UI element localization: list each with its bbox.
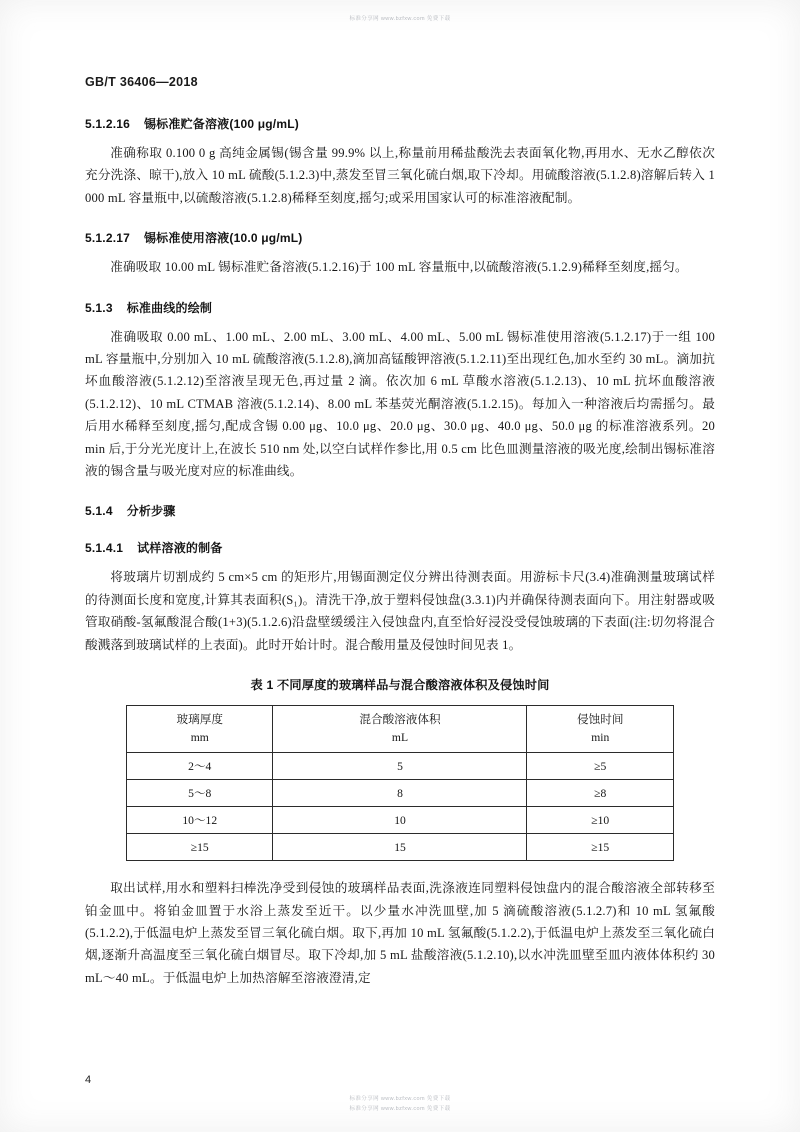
clause-number: 5.1.2.17 bbox=[85, 231, 130, 246]
clause-heading-5-1-3 bbox=[85, 299, 715, 316]
watermark-bottom-2: 标准分享网 www.bzfxw.com 免费下载 bbox=[349, 1106, 451, 1112]
paragraph-5-1-2-17: 准确吸取 10.00 mL 锡标准贮备溶液(5.1.2.16)于 100 mL 容量瓶中,以硫酸溶液(5.1.2.9)稀释至刻度,摇匀。 bbox=[110, 260, 688, 275]
clause-title: 试样溶液的制备 bbox=[137, 541, 223, 556]
table-cell: ≥10 bbox=[527, 807, 674, 834]
table-cell: 10～12 bbox=[127, 807, 273, 834]
table-cell: 5 bbox=[273, 753, 527, 780]
table-caption: 表 1 不同厚度的玻璃样品与混合酸溶液体积及侵蚀时间 bbox=[250, 678, 550, 693]
table-header-cell-thickness bbox=[127, 706, 273, 753]
header-name: 混合酸溶液体积 bbox=[359, 713, 441, 727]
table-header-cell-acid-volume bbox=[273, 706, 527, 753]
table-row bbox=[127, 780, 674, 807]
page-content bbox=[85, 75, 715, 996]
table-cell: 5～8 bbox=[127, 780, 273, 807]
table-body bbox=[127, 753, 674, 861]
clause-number: 5.1.2.16 bbox=[85, 117, 130, 131]
paragraph-5-1-3: 准确吸取 0.00 mL、1.00 mL、2.00 mL、3.00 mL、4.00 mL、5.00 mL 锡标准使用溶液(5.1.2.17)于一组 100 mL 容量瓶中,分别加入 10 mL 硫酸溶液(5.1.2.8),滴加高锰酸钾溶液(5.1.2.11)至出现红色,加水至约 30 mL。滴加抗坏血酸溶液(5.1.2.12)至溶液呈现无色,再过量 2 滴。依次加 6 mL 草酸水溶液(5.1.2.13)、10 mL 抗坏血酸溶液(5.1.2.12)、10 mL CTMAB 溶液(5.1.2.14)、8.00 mL 苯基荧光酮溶液(5.1.2.15)。每加入一种溶液后均需摇匀。最后用水稀释至刻度,摇匀,配成含锡 0.00 μg、10.0 μg、20.0 μg、30.0 μg、40.0 μg、50.0 μg 的标准溶液系列。20 min 后,于分光光度计上,在波长 510 nm 处,以空白试样作参比,用 0.5 cm 比色皿测量溶液的吸光度,绘制出锡标准溶液的锡含量与吸光度对应的标准曲线。 bbox=[85, 329, 715, 479]
clause-number: 5.1.4 bbox=[85, 504, 113, 519]
clause-title: 标准曲线的绘制 bbox=[126, 300, 213, 315]
table-cell: 15 bbox=[273, 834, 527, 861]
watermark-top: 标准分享网 www.bzfxw.com 免费下载 bbox=[349, 16, 451, 22]
table-row bbox=[127, 834, 674, 861]
table-header-cell-etch-time bbox=[527, 706, 674, 753]
header-name: 侵蚀时间 bbox=[577, 713, 624, 727]
watermark-bottom-1: 标准分享网 www.bzfxw.com 免费下载 bbox=[349, 1096, 451, 1102]
table-header bbox=[127, 706, 674, 753]
header-name: 玻璃厚度 bbox=[176, 713, 223, 727]
paragraph-5-1-2-16: 准确称取 0.100 0 g 高纯金属锡(锡含量 99.9% 以上,称量前用稀盐酸洗去表面氧化物,再用水、无水乙醇依次充分洗涤、晾干),放入 10 mL 硫酸(5.1.2.3)中,蒸发至冒三氧化硫白烟,取下冷却。用硫酸溶液(5.1.2.8)溶解后转入 1 000 mL 容量瓶中,以硫酸溶液(5.1.2.8)稀释至刻度,摇匀;或采用国家认可的标准溶液配制。 bbox=[85, 146, 715, 205]
table-1 bbox=[126, 705, 674, 861]
table-row bbox=[127, 753, 674, 780]
table-cell: ≥15 bbox=[127, 834, 273, 861]
table-cell: 10 bbox=[273, 807, 527, 834]
clause-number: 5.1.4.1 bbox=[85, 541, 124, 556]
table-row bbox=[127, 807, 674, 834]
clause-title: 锡标准使用溶液(10.0 μg/mL) bbox=[143, 231, 303, 246]
table-cell: ≥5 bbox=[527, 753, 674, 780]
header-unit: mm bbox=[190, 731, 209, 745]
table-header-row bbox=[127, 706, 674, 753]
clause-heading-5-1-2-16 bbox=[85, 115, 715, 132]
page-number: 4 bbox=[85, 1074, 92, 1086]
clause-heading-5-1-2-17 bbox=[85, 229, 715, 246]
table-cell: ≥8 bbox=[527, 780, 674, 807]
paragraph-after-table: 取出试样,用水和塑料扫棒洗净受到侵蚀的玻璃样品表面,洗涤液连同塑料侵蚀盘内的混合酸溶液全部转移至铂金皿中。将铂金皿置于水浴上蒸发至近干。以少量水冲洗皿壁,加 5 滴硫酸溶液(5.1.2.7)和 10 mL 氢氟酸(5.1.2.2),于低温电炉上蒸发至冒三氧化硫白烟。取下,再加 10 mL 氢氟酸(5.1.2.2),于低温电炉上蒸发至三氧化硫白烟,逐渐升高温度至三氧化硫白烟冒尽。取下冷却,加 5 mL 盐酸溶液(5.1.2.10),以水冲洗皿壁至皿内液体体积约 30 mL～40 mL。于低温电炉上加热溶解至溶液澄清,定 bbox=[85, 881, 715, 985]
table-cell: ≥15 bbox=[527, 834, 674, 861]
standard-number: GB/T 36406—2018 bbox=[85, 75, 198, 89]
header-unit: mL bbox=[391, 731, 409, 745]
clause-number: 5.1.3 bbox=[85, 300, 113, 315]
header-unit: min bbox=[591, 731, 610, 745]
clause-heading-5-1-4 bbox=[85, 502, 715, 519]
clause-title: 锡标准贮备溶液(100 μg/mL) bbox=[143, 117, 299, 131]
clause-title: 分析步骤 bbox=[126, 504, 176, 519]
clause-heading-5-1-4-1 bbox=[85, 539, 715, 556]
table-cell: 2～4 bbox=[127, 753, 273, 780]
table-cell: 8 bbox=[273, 780, 527, 807]
paragraph-5-1-4-1: 将玻璃片切割成约 5 cm×5 cm 的矩形片,用锡面测定仪分辨出待测表面。用游标卡尺(3.4)准确测量玻璃试样的待测面长度和宽度,计算其表面积(S₁)。清洗干净,放于塑料侵蚀盘(3.3.1)内并确保待测表面向下。用注射器或吸管取硝酸-氢氟酸混合酸(1+3)(5.1.2.6)沿盘壁缓缓注入侵蚀盘内,直至恰好浸没受侵蚀玻璃的下表面(注:切勿将混合酸溅落到玻璃试样的上表面)。此时开始计时。混合酸用量及侵蚀时间见表 1。 bbox=[85, 570, 715, 652]
